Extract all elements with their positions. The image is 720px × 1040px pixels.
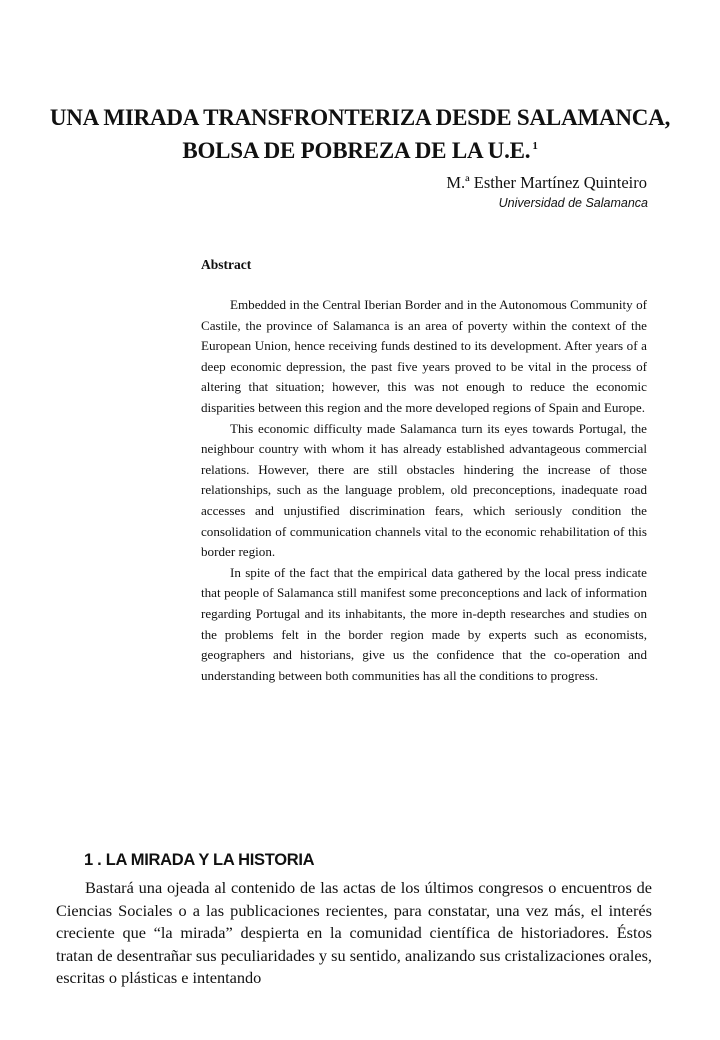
section-heading: 1 . LA MIRADA Y LA HISTORIA [84, 850, 315, 869]
title-footnote-mark[interactable]: 1 [532, 140, 538, 153]
abstract-paragraph-2: This economic difficulty made Salamanca turn its eyes towards Portugal, the neighbour country with whom it has already established advantageous commercial relations. However, there are still obstacles hindering the increase of those relationships, such as the language problem, old preconceptions, inadequate road accesses and unjustified discrimination fears, which seriously condition the consolidation of communication channels vital to the economic rehabilitation of this border region. [201, 420, 647, 560]
body-paragraph: Bastará una ojeada al contenido de las actas de los últimos congresos o encuentros de Ciencias Sociales o a las publicaciones recientes, para constatar, una vez más, el interés creciente que “la mirada” despierta en la comunidad científica de historiadores. Éstos tratan de desentrañar sus peculiaridades y su sentido, analizando sus cristalizaciones orales, escritas o plásticas e intentando [56, 878, 652, 987]
abstract-paragraph-3: In spite of the fact that the empirical data gathered by the local press indicate that people of Salamanca still manifest some preconceptions and lack of information regarding Portugal and its inhabitants, the more in-depth researches and studies on the problems felt in the border region made by experts such as economists, geographers and historians, give us the confidence that the co-operation and understanding between both communities has all the conditions to progress. [201, 564, 647, 683]
section-body [56, 877, 652, 990]
paper-title-text: UNA MIRADA TRANSFRONTERIZA DESDE SALAMANCA, BOLSA DE POBREZA DE LA U.E. [49, 105, 671, 164]
author-affiliation: Universidad de Salamanca [498, 196, 648, 210]
abstract-body [201, 295, 647, 686]
author-name: M.ª Esther Martínez Quinteiro [446, 173, 647, 192]
paper-title [40, 103, 680, 165]
abstract-heading: Abstract [201, 257, 252, 272]
abstract-paragraph-1: Embedded in the Central Iberian Border and in the Autonomous Community of Castile, the province of Salamanca is an area of poverty within the context of the European Union, hence receiving funds destined to its development. After years of a deep economic depression, the past five years proved to be vital in the process of altering that situation; however, this was not enough to reduce the economic disparities between this region and the more developed regions of Spain and Europe. [201, 297, 647, 415]
